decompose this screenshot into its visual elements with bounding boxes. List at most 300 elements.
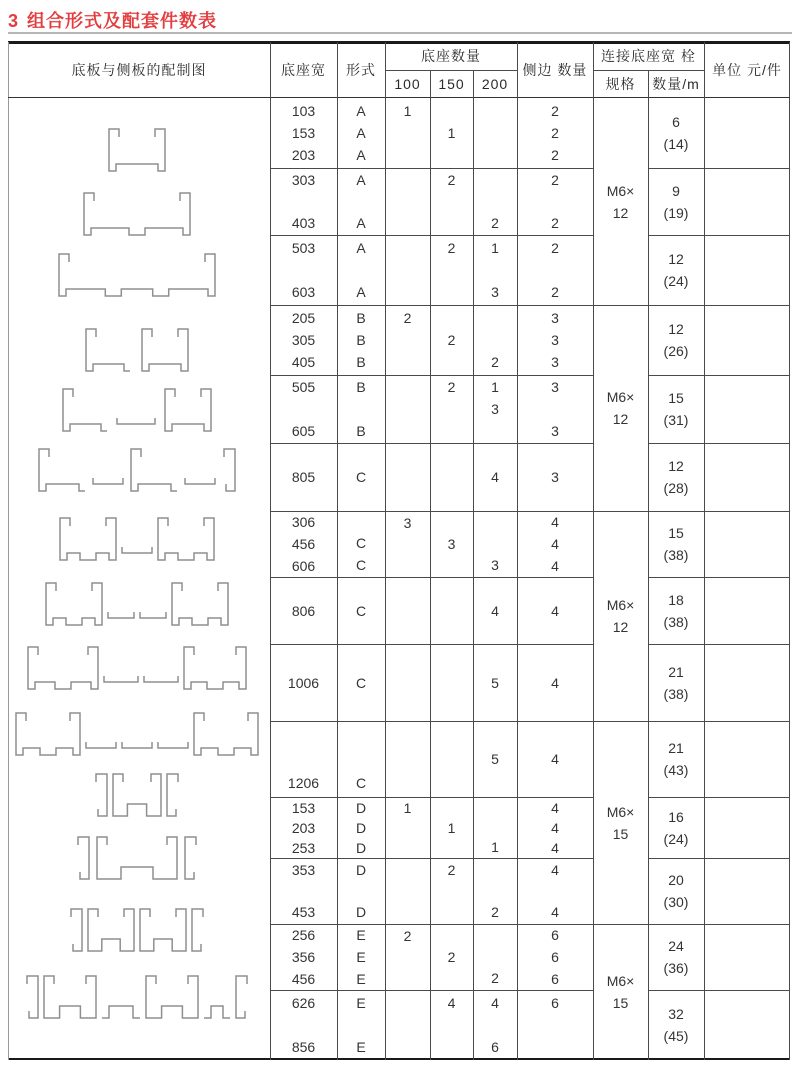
cell-base-width-text: 153 <box>291 799 316 816</box>
cell-base-width-text: 805 <box>291 469 316 485</box>
cell-side-qty <box>518 376 592 442</box>
cell-side-qty-text <box>518 191 592 212</box>
cell-qty-200 <box>474 512 516 576</box>
cell-bolt-qty-text: (19) <box>663 204 689 221</box>
cell-base-width-text: 253 <box>291 839 316 856</box>
cell-bolt-qty-text: (28) <box>663 480 689 496</box>
cell-side-qty <box>518 925 592 989</box>
cell-base-width-text <box>271 747 336 772</box>
cell-qty-100-text <box>386 555 429 576</box>
cell-bolt-spec-text: M6× <box>606 389 635 405</box>
cell-qty-200-text <box>474 122 516 144</box>
cell-unit-price <box>705 236 789 304</box>
cell-qty-200-text: 1 <box>491 379 499 395</box>
cell-bolt-spec <box>594 306 647 510</box>
cell-side-qty-text: 2 <box>551 240 559 256</box>
cell-base-width <box>271 169 336 234</box>
cell-bolt-qty-text: 21 <box>668 740 684 756</box>
cell-qty-150-text: 2 <box>447 332 456 348</box>
cell-qty-150 <box>431 722 472 796</box>
cell-bolt-qty-text: (36) <box>663 960 689 976</box>
cell-qty-150-text <box>431 1014 472 1036</box>
cell-side-qty-text: 2 <box>551 103 559 119</box>
cell-bolt-qty-text: 16 <box>668 808 684 825</box>
cell-qty-100-text <box>386 1014 429 1036</box>
cell-qty-200-text: 2 <box>491 215 499 231</box>
cell-qty-100-text <box>386 376 429 398</box>
cell-bolt-qty-text: (43) <box>663 762 689 778</box>
cell-qty-150 <box>431 236 472 304</box>
cell-base-width-text <box>271 722 336 747</box>
cell-qty-150 <box>431 798 472 857</box>
cell-unit-price <box>705 645 789 720</box>
cell-base-width-text: 505 <box>291 379 316 395</box>
cell-bolt-spec <box>594 722 647 923</box>
cell-base-width <box>271 236 336 304</box>
header-side-qty: 侧边 数量 <box>522 62 588 78</box>
header-bolt: 连接底座宽 栓 <box>601 48 696 64</box>
cell-form-text: E <box>356 1039 366 1055</box>
cell-qty-150-text <box>431 307 472 329</box>
cell-qty-150-text <box>431 902 472 923</box>
cell-qty-100-text <box>386 992 429 1014</box>
cell-qty-150 <box>431 169 472 234</box>
profile-path <box>84 193 190 235</box>
cell-qty-100-text <box>386 122 429 144</box>
cell-form-text: E <box>356 927 366 943</box>
cell-bolt-qty-text: 20 <box>668 872 684 888</box>
cell-qty-150-text <box>431 798 472 818</box>
cell-base-width-text: 456 <box>291 971 316 987</box>
cell-side-qty-text: 3 <box>551 469 559 485</box>
profile-diagram-3 <box>58 253 218 299</box>
cell-qty-150-text <box>431 968 472 989</box>
cell-base-width-text: 456 <box>291 536 316 552</box>
cell-unit-price <box>705 376 789 442</box>
cell-qty-150-text <box>431 420 472 442</box>
cell-form-text: A <box>356 147 366 163</box>
profile-diagram-1 <box>108 128 168 174</box>
cell-form-text: C <box>355 775 367 791</box>
cell-form-text: A <box>356 125 366 141</box>
cell-bolt-spec <box>594 99 647 304</box>
cell-base-width-text: 305 <box>291 332 316 348</box>
profile-path <box>63 389 211 431</box>
cell-unit-price <box>705 169 789 234</box>
cell-form-text: D <box>355 839 367 856</box>
cell-qty-200 <box>474 236 516 304</box>
cell-side-qty-text: 6 <box>551 949 559 965</box>
profile-diagram-14 <box>25 975 251 1021</box>
cell-form <box>338 99 384 167</box>
cell-qty-150-text <box>431 600 472 622</box>
cell-qty-100-text <box>386 351 429 373</box>
cell-side-qty-text: 6 <box>551 927 559 943</box>
cell-bolt-qty <box>649 991 703 1059</box>
cell-qty-200 <box>474 991 516 1059</box>
section-title-text: 组合形式及配套件数表 <box>27 11 218 31</box>
cell-qty-150-text <box>431 771 472 796</box>
cell-qty-200-text <box>474 880 516 901</box>
profile-diagram-7 <box>59 517 217 563</box>
cell-base-width-text: 203 <box>291 147 316 163</box>
cell-qty-150-text <box>431 398 472 420</box>
profile-path <box>28 647 246 689</box>
cell-qty-200 <box>474 645 516 720</box>
cell-base-width-text: 256 <box>291 927 316 943</box>
cell-bolt-qty-text: 6 <box>672 114 680 130</box>
cell-bolt-spec <box>594 925 647 1059</box>
cell-qty-100-text <box>386 534 429 555</box>
cell-qty-100-text <box>386 859 429 880</box>
cell-qty-100 <box>386 859 429 923</box>
cell-base-width-text: 503 <box>291 240 316 256</box>
cell-form-text: C <box>355 535 367 551</box>
cell-qty-100-text: 1 <box>403 800 412 816</box>
cell-unit-price <box>705 991 789 1059</box>
cell-qty-100-text <box>386 329 429 351</box>
profile-path <box>109 129 165 171</box>
cell-base-width-text: 606 <box>291 558 316 574</box>
cell-qty-200-text <box>474 307 516 329</box>
profile-diagram-9 <box>27 646 249 692</box>
cell-unit-price <box>705 512 789 576</box>
title-rule <box>8 32 792 34</box>
cell-bolt-spec-text: M6× <box>606 973 635 989</box>
cell-side-qty-text <box>518 1014 592 1036</box>
cell-bolt-qty <box>649 859 703 923</box>
cell-qty-150 <box>431 376 472 442</box>
cell-unit-price <box>705 859 789 923</box>
cell-base-width-text: 605 <box>291 423 316 439</box>
cell-qty-200-text <box>474 259 516 281</box>
cell-side-qty-text: 4 <box>551 839 559 856</box>
cell-side-qty-text <box>518 398 592 420</box>
cell-bolt-spec-text: 15 <box>612 995 629 1011</box>
cell-form-text: C <box>355 602 367 619</box>
cell-qty-150 <box>431 306 472 374</box>
cell-qty-100-text <box>386 747 429 772</box>
cell-side-qty-text: 6 <box>551 995 559 1011</box>
cell-form <box>338 236 384 304</box>
cell-bolt-qty-text: (24) <box>663 273 689 289</box>
cell-base-width-text: 806 <box>291 602 316 619</box>
cell-qty-200 <box>474 99 516 167</box>
cell-qty-100-text <box>386 902 429 923</box>
cell-side-qty-text: 4 <box>551 904 559 920</box>
cell-qty-200-text <box>474 329 516 351</box>
cell-qty-200-text: 4 <box>491 602 499 619</box>
cell-qty-150-text <box>431 100 472 122</box>
cell-form <box>338 991 384 1059</box>
cell-qty-150 <box>431 99 472 167</box>
cell-qty-150-text <box>431 191 472 213</box>
cell-bolt-qty-text: (38) <box>663 685 689 702</box>
cell-side-qty-text: 4 <box>551 536 559 552</box>
cell-qty-200-text: 3 <box>491 284 499 300</box>
cell-qty-150-text: 1 <box>447 819 456 836</box>
cell-form-text: A <box>356 215 366 231</box>
cell-base-width <box>271 99 336 167</box>
cell-qty-150-text: 2 <box>447 172 456 188</box>
cell-qty-100-text <box>386 880 429 901</box>
cell-qty-150-text <box>431 555 472 576</box>
cell-side-qty-text: 4 <box>551 514 559 530</box>
cell-qty-200-text: 2 <box>491 354 499 370</box>
cell-base-width <box>271 722 336 796</box>
cell-qty-150-text <box>431 351 472 373</box>
cell-qty-150-text: 2 <box>447 240 456 256</box>
cell-qty-200-text: 3 <box>491 401 499 417</box>
cell-form <box>338 169 384 234</box>
cell-base-width <box>271 444 336 510</box>
cell-qty-100-text <box>386 212 429 234</box>
cell-form <box>338 925 384 989</box>
cell-form <box>338 512 384 576</box>
cell-qty-150-text <box>431 925 472 946</box>
cell-bolt-qty-text: 9 <box>672 182 680 199</box>
profile-diagram-6 <box>38 448 238 494</box>
cell-form-text: D <box>355 819 367 836</box>
cell-qty-150-text: 2 <box>447 379 456 395</box>
cell-bolt-qty <box>649 645 703 720</box>
cell-bolt-qty-text: 21 <box>668 663 684 680</box>
cell-form-text <box>338 722 384 747</box>
cell-qty-200-text <box>474 144 516 166</box>
profile-diagram-11 <box>94 773 182 819</box>
cell-qty-200-text <box>474 722 516 747</box>
cell-qty-100-text <box>386 672 429 694</box>
cell-unit-price <box>705 306 789 374</box>
profile-diagram-10 <box>15 712 261 758</box>
cell-base-width-text: 303 <box>291 172 316 188</box>
cell-qty-200-text: 2 <box>491 904 499 920</box>
cell-base-width-text: 356 <box>291 949 316 965</box>
cell-qty-100 <box>386 236 429 304</box>
cell-qty-200-text <box>474 1014 516 1036</box>
header-col-100: 100 <box>394 76 421 92</box>
cell-base-width <box>271 578 336 643</box>
grid-line-h <box>8 97 790 98</box>
cell-bolt-qty <box>649 925 703 989</box>
cell-qty-200-text <box>474 512 516 533</box>
cell-qty-150-text <box>431 213 472 235</box>
cell-side-qty <box>518 722 592 796</box>
cell-qty-150-text <box>431 881 472 902</box>
cell-qty-200-text: 3 <box>491 557 499 573</box>
cell-bolt-spec <box>594 512 647 720</box>
cell-bolt-qty-text: 15 <box>668 390 684 406</box>
cell-bolt-spec-text: M6× <box>606 182 635 199</box>
cell-qty-200-text: 5 <box>491 674 499 691</box>
cell-form-text <box>338 512 384 532</box>
cell-bolt-qty-text: 15 <box>668 525 684 541</box>
cell-qty-150-text <box>431 672 472 694</box>
cell-side-qty-text <box>518 722 592 747</box>
cell-qty-100-text <box>386 169 429 191</box>
cell-bolt-qty-text: (30) <box>663 894 689 910</box>
header-base-qty: 底座数量 <box>421 48 481 64</box>
cell-form-text <box>338 398 384 420</box>
cell-side-qty-text: 4 <box>551 862 559 878</box>
cell-base-width-text: 103 <box>291 103 316 119</box>
header-base-width: 底座宽 <box>281 62 326 78</box>
cell-qty-150-text <box>431 722 472 747</box>
cell-bolt-spec-text: 12 <box>612 204 629 221</box>
cell-form-text: B <box>356 379 366 395</box>
cell-bolt-qty-text: 32 <box>668 1006 684 1022</box>
profile-path <box>27 976 247 1018</box>
cell-qty-150 <box>431 925 472 989</box>
cell-qty-150 <box>431 991 472 1059</box>
cell-form-text: D <box>355 799 367 816</box>
cell-qty-100-text <box>386 818 429 838</box>
cell-qty-150-text <box>431 144 472 166</box>
profile-path <box>60 518 214 560</box>
cell-form-text: E <box>356 971 366 987</box>
cell-base-width-text: 353 <box>291 862 316 878</box>
cell-side-qty-text: 3 <box>551 310 559 326</box>
cell-qty-200-text: 5 <box>491 750 499 767</box>
cell-bolt-spec-text: M6× <box>606 803 635 820</box>
cell-form-text: B <box>356 310 366 326</box>
cell-bolt-qty <box>649 306 703 374</box>
cell-form-text: A <box>356 284 366 300</box>
profile-path <box>46 583 228 625</box>
cell-form <box>338 306 384 374</box>
cell-form-text: B <box>356 354 366 370</box>
cell-side-qty-text: 6 <box>551 971 559 987</box>
cell-bolt-qty-text: 12 <box>668 251 684 267</box>
cell-qty-100 <box>386 512 429 576</box>
cell-side-qty-text: 3 <box>551 354 559 370</box>
cell-bolt-qty <box>649 512 703 576</box>
profile-diagram-4 <box>85 328 191 374</box>
cell-unit-price <box>705 722 789 796</box>
cell-qty-200-text <box>474 772 516 797</box>
cell-qty-100 <box>386 444 429 510</box>
cell-bolt-qty <box>649 444 703 510</box>
profile-diagram-2 <box>83 192 193 238</box>
grid-line-v <box>8 42 9 1060</box>
cell-base-width-text: 205 <box>291 310 316 326</box>
cell-qty-100-text <box>386 838 429 858</box>
cell-qty-150-text <box>431 259 472 281</box>
cell-qty-100-text <box>386 259 429 281</box>
cell-form-text: E <box>356 949 366 965</box>
cell-qty-100-text <box>386 722 429 747</box>
profile-diagram-5 <box>62 388 214 434</box>
header-form: 形式 <box>346 62 376 78</box>
cell-qty-100-text <box>386 191 429 213</box>
cell-bolt-spec-text: M6× <box>606 597 635 613</box>
cell-side-qty-text: 2 <box>551 172 559 188</box>
cell-form <box>338 578 384 643</box>
cell-side-qty <box>518 645 592 720</box>
cell-side-qty-text: 2 <box>551 284 559 300</box>
cell-side-qty-text <box>518 259 592 281</box>
cell-form <box>338 444 384 510</box>
cell-qty-200-text: 6 <box>491 1039 499 1055</box>
cell-qty-150-text: 4 <box>447 995 456 1011</box>
cell-form-text: C <box>355 469 367 485</box>
cell-qty-100-text <box>386 398 429 420</box>
cell-base-width-text <box>271 398 336 420</box>
cell-form <box>338 722 384 796</box>
cell-form-text: A <box>356 103 366 119</box>
cell-base-width-text: 403 <box>291 215 316 231</box>
cell-bolt-qty-text: (45) <box>663 1028 689 1044</box>
cell-qty-150-text <box>431 838 472 858</box>
cell-base-width-text <box>271 259 336 281</box>
cell-bolt-qty <box>649 169 703 234</box>
cell-qty-200-text <box>474 859 516 880</box>
profile-path <box>96 774 178 816</box>
cell-bolt-qty-text: 18 <box>668 591 684 608</box>
cell-base-width-text: 453 <box>291 904 316 920</box>
cell-bolt-qty-text: (24) <box>663 830 689 847</box>
cell-side-qty-text <box>518 1036 592 1058</box>
cell-qty-100-text <box>386 771 429 796</box>
cell-form-text: C <box>355 674 367 691</box>
cell-qty-100-text <box>386 947 429 968</box>
cell-form-text: A <box>356 172 366 188</box>
cell-qty-200 <box>474 722 516 796</box>
cell-base-width-text: 203 <box>291 819 316 836</box>
cell-form-text <box>338 259 384 281</box>
cell-base-width-text: 603 <box>291 284 316 300</box>
cell-unit-price <box>705 925 789 989</box>
cell-qty-150-text <box>431 512 472 533</box>
cell-base-width <box>271 512 336 576</box>
cell-side-qty <box>518 798 592 857</box>
cell-side-qty-text <box>518 772 592 797</box>
cell-bolt-qty <box>649 578 703 643</box>
cell-bolt-qty-text: 24 <box>668 938 684 954</box>
cell-qty-100-text: 3 <box>403 515 412 531</box>
profile-path <box>71 909 203 951</box>
cell-side-qty-text: 3 <box>551 379 559 395</box>
cell-qty-100-text <box>386 1036 429 1058</box>
cell-bolt-spec-text: 12 <box>612 619 629 635</box>
cell-side-qty <box>518 444 592 510</box>
cell-qty-100-text <box>386 420 429 442</box>
cell-bolt-qty <box>649 798 703 857</box>
cell-base-width-text: 306 <box>291 514 316 530</box>
cell-bolt-qty-text: (31) <box>663 412 689 428</box>
header-bolt-spec: 规格 <box>605 76 636 92</box>
cell-side-qty <box>518 306 592 374</box>
cell-qty-200-text: 4 <box>491 995 499 1011</box>
cell-qty-200-text <box>474 420 516 442</box>
cell-qty-200 <box>474 444 516 510</box>
header-unit: 单位 元/件 <box>712 62 782 78</box>
cell-qty-100-text: 1 <box>403 103 412 119</box>
cell-qty-100-text <box>386 144 429 166</box>
cell-base-width <box>271 859 336 923</box>
cell-form-text: E <box>356 995 366 1011</box>
cell-bolt-qty <box>649 236 703 304</box>
profile-path <box>39 449 235 491</box>
cell-qty-100 <box>386 376 429 442</box>
cell-qty-100-text <box>386 600 429 622</box>
cell-qty-100 <box>386 169 429 234</box>
cell-unit-price <box>705 798 789 857</box>
cell-bolt-qty <box>649 376 703 442</box>
cell-side-qty-text: 4 <box>551 602 559 619</box>
profile-diagram-13 <box>69 908 207 954</box>
cell-side-qty <box>518 236 592 304</box>
